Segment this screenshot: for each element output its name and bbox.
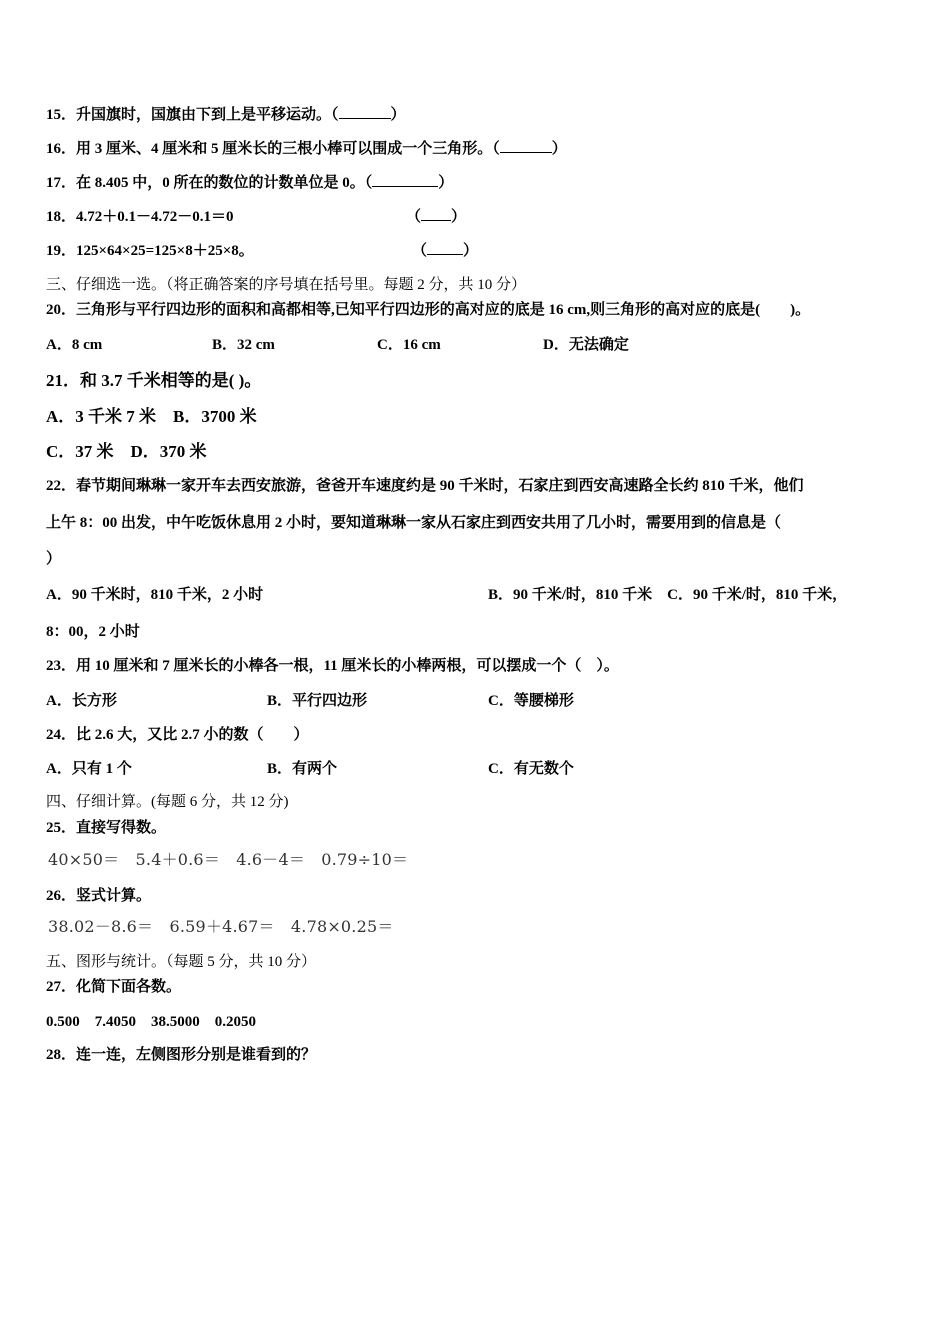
- question-16-text: 16．用 3 厘米、4 厘米和 5 厘米长的三根小棒可以围成一个三角形。（: [46, 141, 500, 157]
- question-17-text: 17．在 8.405 中，0 所在的数位的计数单位是 0。（: [46, 175, 373, 191]
- question-15-text: 15．升国旗时，国旗由下到上是平移运动。（: [46, 107, 339, 123]
- question-23: 23．用 10 厘米和 7 厘米长的小棒各一根，11 厘米长的小棒两根，可以摆成一个（ ）。: [46, 658, 619, 674]
- question-15: [46, 103, 406, 124]
- question-19-text: 19．125×64×25=125×8＋25×8。: [46, 243, 254, 259]
- question-21: 21．和 3.7 千米相等的是( )。: [46, 371, 262, 390]
- question-18-text: 18．4.72＋0.1－4.72－0.1＝0: [46, 209, 234, 225]
- question-18-answer: [406, 205, 466, 226]
- answer-blank[interactable]: [427, 242, 463, 255]
- answer-blank[interactable]: [339, 106, 391, 119]
- question-26: 26．竖式计算。: [46, 888, 152, 904]
- question-16: [46, 137, 567, 158]
- question-17: [46, 171, 453, 192]
- question-27: 27．化简下面各数。: [46, 979, 182, 995]
- open-paren: （: [412, 243, 428, 259]
- question-19: [46, 239, 254, 260]
- option-a[interactable]: A．90 千米时，810 千米，2 小时: [46, 587, 264, 603]
- close-paren: ）: [451, 209, 467, 225]
- option-b[interactable]: B．32 cm: [212, 337, 275, 353]
- close-paren: ）: [390, 107, 406, 123]
- question-27-numbers: 0.500 7.4050 38.5000 0.2050: [46, 1014, 257, 1030]
- option-a[interactable]: A．8 cm: [46, 337, 103, 353]
- option-b-c[interactable]: B．90 千米/时，810 千米 C．90 千米/时，810 千米，: [488, 587, 848, 603]
- option-c[interactable]: C．有无数个: [488, 761, 574, 777]
- question-21-options-cd[interactable]: C．37 米 D．370 米: [46, 442, 207, 461]
- question-22-line-3: ）: [46, 551, 62, 567]
- option-a[interactable]: A．只有 1 个: [46, 761, 132, 777]
- option-c-continued: 8：00，2 小时: [46, 624, 140, 640]
- close-paren: ）: [438, 175, 454, 191]
- option-b[interactable]: B．平行四边形: [267, 693, 368, 709]
- question-19-answer: [412, 239, 478, 260]
- close-paren: ）: [463, 243, 479, 259]
- question-25: 25．直接写得数。: [46, 820, 167, 836]
- section-4-title: 四、仔细计算。(每题 6 分，共 12 分): [46, 794, 289, 810]
- option-d[interactable]: D．无法确定: [543, 337, 629, 353]
- answer-blank[interactable]: [500, 140, 552, 153]
- close-paren: ）: [551, 141, 567, 157]
- option-a[interactable]: A．长方形: [46, 693, 117, 709]
- question-28: 28．连一连，左侧图形分别是谁看到的？: [46, 1047, 317, 1063]
- option-c[interactable]: C．等腰梯形: [488, 693, 574, 709]
- option-c[interactable]: C．16 cm: [377, 337, 441, 353]
- question-20: 20．三角形与平行四边形的面积和高都相等,已知平行四边形的高对应的底是 16 cm,则三角形的高对应的底是( )。: [46, 302, 811, 318]
- question-24: 24．比 2.6 大，又比 2.7 小的数（ ）: [46, 727, 309, 743]
- section-5-title: 五、图形与统计。（每题 5 分，共 10 分）: [46, 954, 317, 970]
- question-21-options-ab[interactable]: A．3 千米 7 米 B．3700 米: [46, 407, 257, 426]
- question-22-line-2: 上午 8：00 出发，中午吃饭休息用 2 小时，要知道琳琳一家从石家庄到西安共用了几小时，需要用到的信息是（: [46, 515, 782, 531]
- question-25-formulas: 40×50＝ 5.4＋0.6＝ 4.6－4＝ 0.79÷10＝: [48, 850, 409, 869]
- question-18: [46, 205, 234, 226]
- section-3-title: 三、仔细选一选。（将正确答案的序号填在括号里。每题 2 分，共 10 分）: [46, 277, 527, 293]
- question-26-formulas: 38.02－8.6＝ 6.59＋4.67＝ 4.78×0.25＝: [48, 917, 394, 936]
- question-22-line-1: 22．春节期间琳琳一家开车去西安旅游，爸爸开车速度约是 90 千米时，石家庄到西安高速路全长约 810 千米，他们: [46, 478, 804, 494]
- answer-blank[interactable]: [421, 208, 451, 221]
- answer-blank[interactable]: [372, 174, 438, 187]
- open-paren: （: [406, 209, 422, 225]
- option-b[interactable]: B．有两个: [267, 761, 338, 777]
